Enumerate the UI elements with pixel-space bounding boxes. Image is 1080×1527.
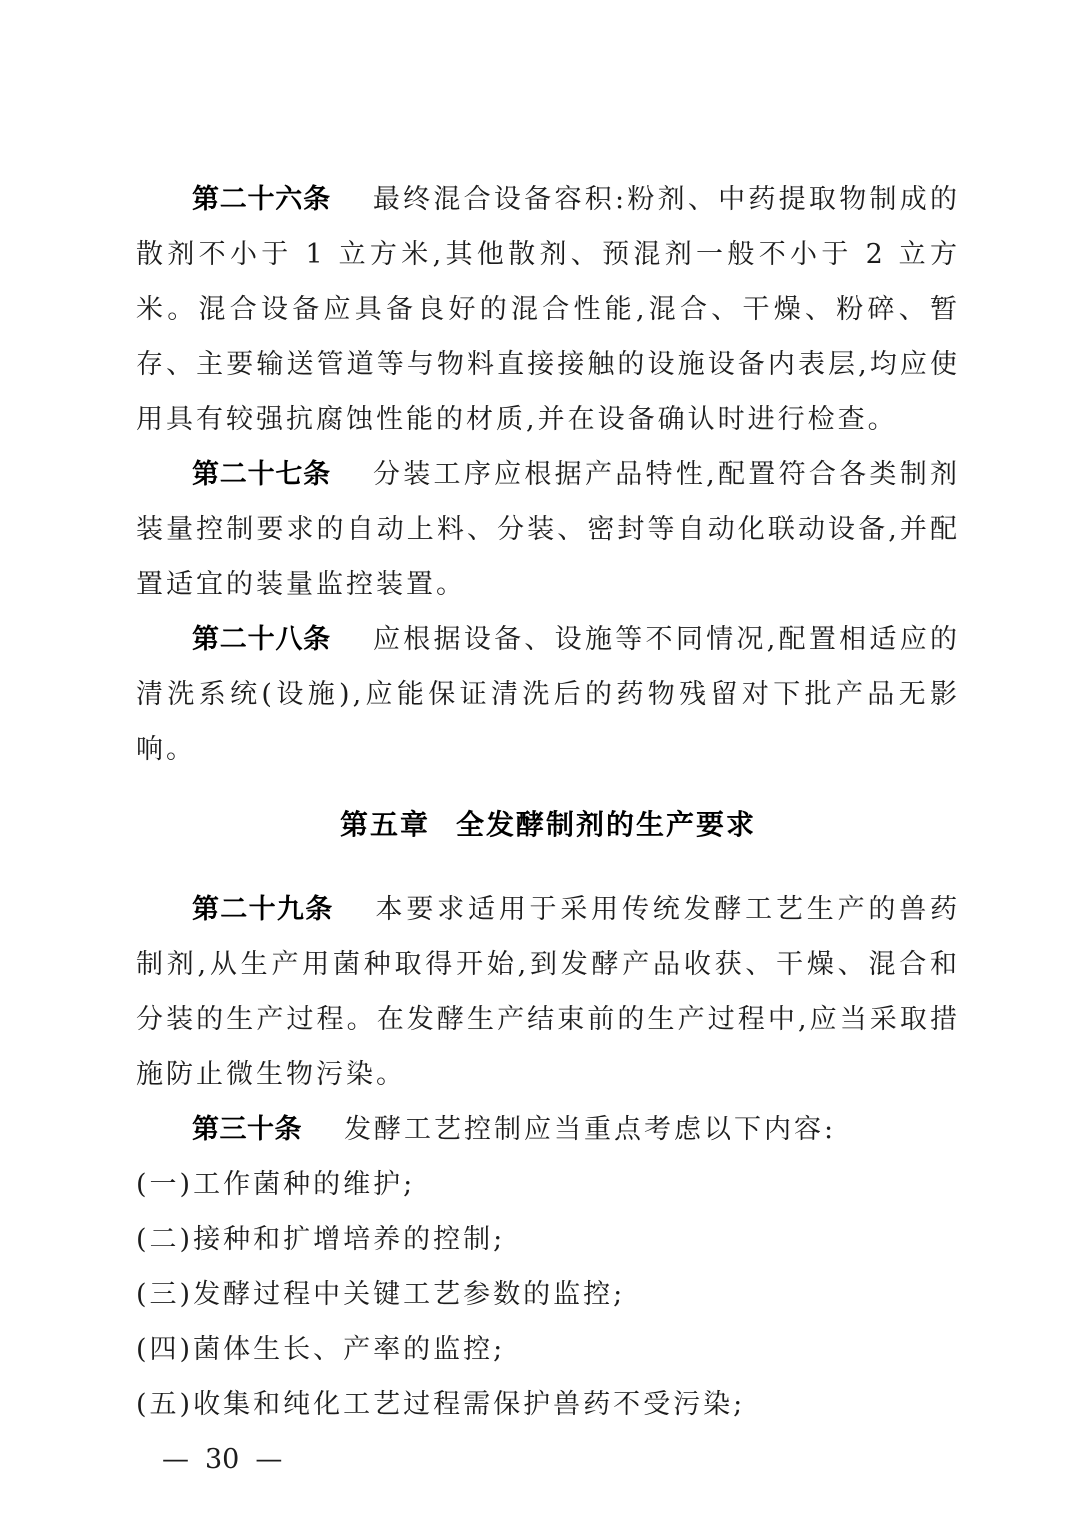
footer-left-dash: — — [162, 1444, 189, 1475]
article-28-paragraph — [136, 612, 960, 777]
article-30-text: 发酵工艺控制应当重点考虑以下内容: — [344, 1114, 837, 1145]
article-26-label: 第二十六条 — [192, 184, 331, 215]
article-27-paragraph — [136, 447, 960, 612]
chapter-number: 第五章 — [339, 808, 430, 841]
list-item-4: (四)菌体生长、产率的监控; — [136, 1334, 506, 1365]
list-item-5: (五)收集和纯化工艺过程需保护兽药不受污染; — [136, 1389, 746, 1420]
article-30-label: 第三十条 — [192, 1114, 302, 1145]
article-29-paragraph — [136, 882, 960, 1102]
list-item-1: (一)工作菌种的维护; — [136, 1169, 416, 1200]
article-27-text: 分装工序应根据产品特性,配置符合各类制剂装量控制要求的自动上料、分装、密封等自动化联动设备,并配置适宜的装量监控装置。 — [136, 459, 961, 600]
article-30-paragraph — [136, 1102, 960, 1157]
page-footer — [136, 1432, 960, 1487]
article-29-label: 第二十九条 — [192, 894, 334, 925]
article-26-paragraph — [136, 172, 960, 447]
article-28-text: 应根据设备、设施等不同情况,配置相适应的清洗系统(设施),应能保证清洗后的药物残留对下批产品无影响。 — [136, 624, 961, 765]
article-28-label: 第二十八条 — [192, 624, 331, 655]
chapter-heading — [136, 797, 960, 852]
article-29-text: 本要求适用于采用传统发酵工艺生产的兽药制剂,从生产用菌种取得开始,到发酵产品收获、干燥、混合和分装的生产过程。在发酵生产结束前的生产过程中,应当采取措施防止微生物污染。 — [136, 894, 961, 1090]
article-26-text: 最终混合设备容积:粉剂、中药提取物制成的散剂不小于 1 立方米,其他散剂、预混剂一般不小于 2 立方米。混合设备应具备良好的混合性能,混合、干燥、粉碎、暂存、主要输送管道等与物料直接接触的设施设备内表层,均应使用具有较强抗腐蚀性能的材质,并在设备确认时进行检查。 — [136, 184, 960, 435]
list-item-2: (二)接种和扩增培养的控制; — [136, 1224, 506, 1255]
page-number: 30 — [205, 1444, 240, 1475]
chapter-title: 全发酵制剂的生产要求 — [456, 808, 757, 841]
footer-right-dash: — — [255, 1444, 283, 1475]
list-item-3: (三)发酵过程中关键工艺参数的监控; — [136, 1279, 626, 1310]
article-27-label: 第二十七条 — [192, 459, 331, 490]
